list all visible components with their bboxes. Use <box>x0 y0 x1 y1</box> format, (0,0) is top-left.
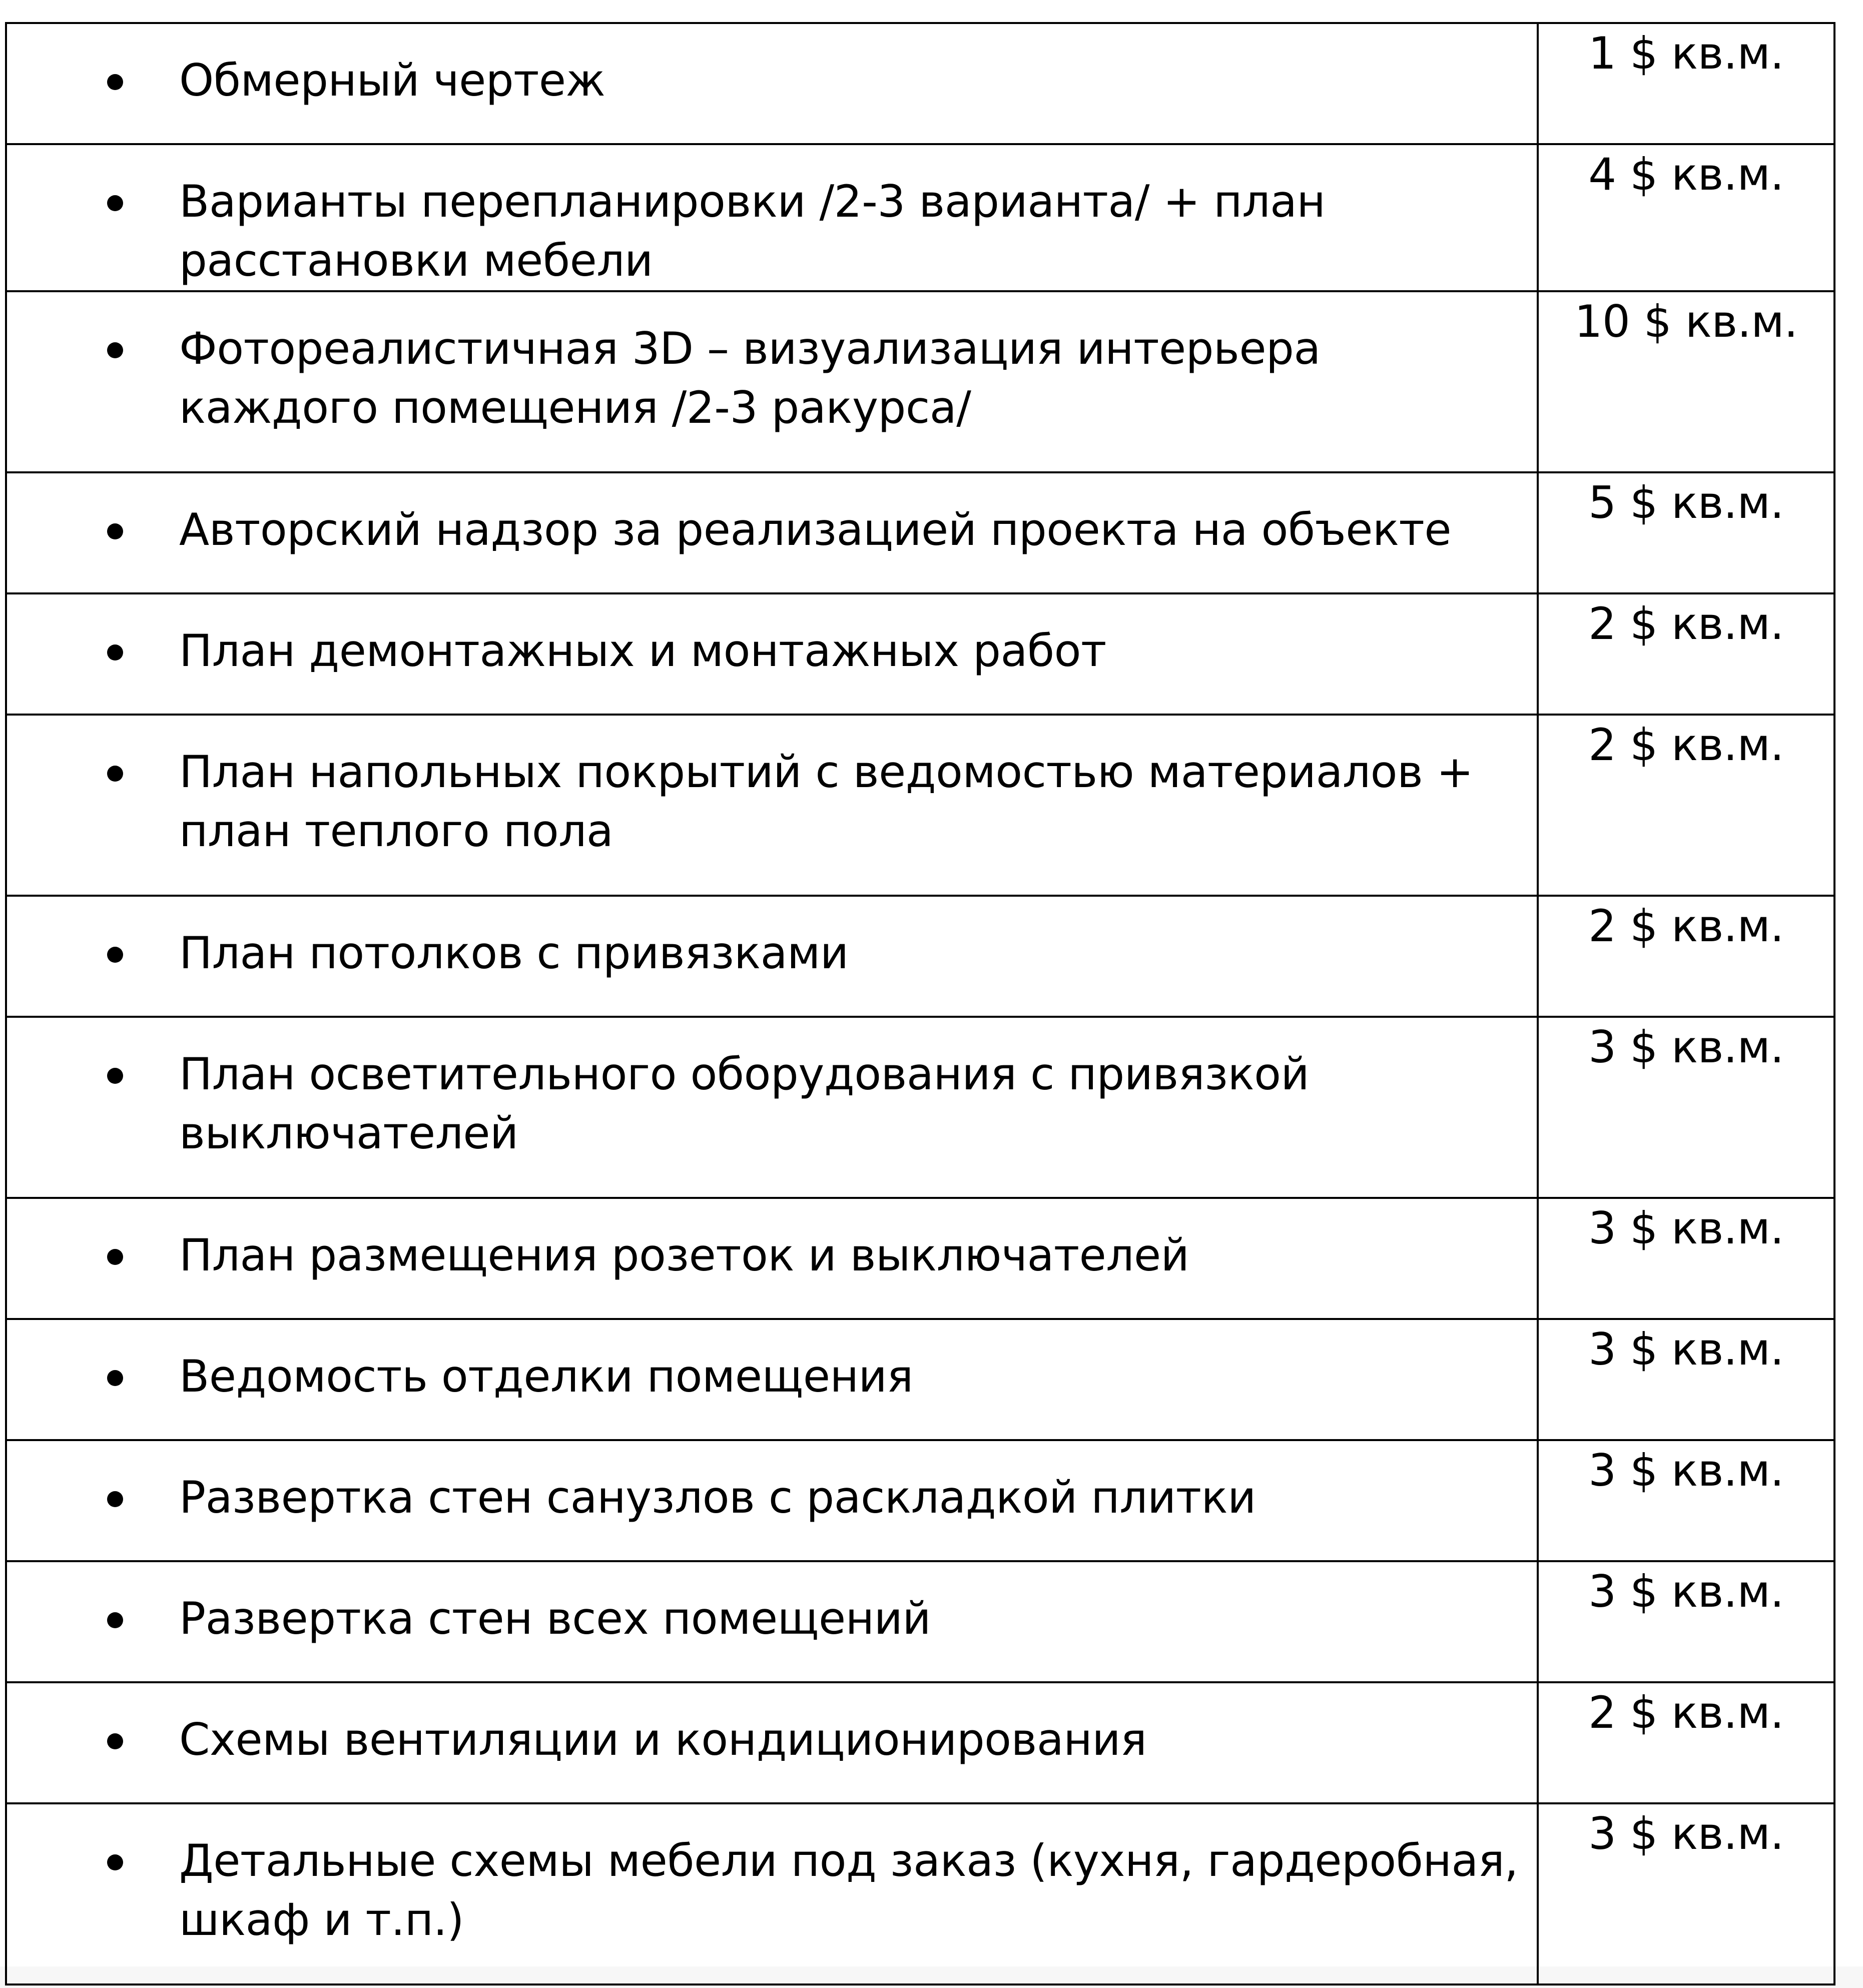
service-cell <box>6 1198 1538 1319</box>
service-name: План напольных покрытий с ведомостью материалов + план теплого пола <box>179 746 1474 857</box>
bullet-icon <box>107 766 123 782</box>
service-cell <box>6 1561 1538 1682</box>
table-row <box>6 1017 1834 1198</box>
service-name: Фотореалистичная 3D – визуализация интерьера каждого помещения /2-3 ракурса/ <box>179 323 1321 433</box>
service-name: План потолков с привязками <box>179 927 849 979</box>
table-row <box>6 472 1834 593</box>
service-cell <box>6 144 1538 291</box>
table-row <box>6 896 1834 1017</box>
price-cell: 3 $ кв.м. <box>1538 1017 1834 1198</box>
service-cell <box>6 896 1538 1017</box>
table-row <box>6 1198 1834 1319</box>
bullet-icon <box>107 1370 123 1386</box>
price-cell: 2 $ кв.м. <box>1538 715 1834 896</box>
price-cell: 5 $ кв.м. <box>1538 472 1834 593</box>
service-cell <box>6 1803 1538 1984</box>
price-cell: 3 $ кв.м. <box>1538 1319 1834 1440</box>
service-name: Обмерный чертеж <box>179 55 605 106</box>
service-name: Авторский надзор за реализацией проекта на объекте <box>179 504 1451 555</box>
table-row <box>6 715 1834 896</box>
price-cell: 3 $ кв.м. <box>1538 1440 1834 1561</box>
price-cell: 2 $ кв.м. <box>1538 896 1834 1017</box>
table-row <box>6 1803 1834 1984</box>
bullet-icon <box>107 342 123 358</box>
service-cell <box>6 593 1538 715</box>
service-cell <box>6 291 1538 472</box>
price-cell: 1 $ кв.м. <box>1538 23 1834 144</box>
price-cell: 3 $ кв.м. <box>1538 1561 1834 1682</box>
price-table-body <box>6 23 1834 1984</box>
table-row <box>6 1319 1834 1440</box>
price-cell: 3 $ кв.м. <box>1538 1198 1834 1319</box>
price-cell: 3 $ кв.м. <box>1538 1803 1834 1984</box>
bullet-icon <box>107 1068 123 1084</box>
service-name: План демонтажных и монтажных работ <box>179 625 1106 677</box>
service-name: Развертка стен санузлов с раскладкой плитки <box>179 1472 1256 1523</box>
service-name: План размещения розеток и выключателей <box>179 1229 1189 1281</box>
service-name: Схемы вентиляции и кондиционирования <box>179 1714 1147 1765</box>
service-name: Развертка стен всех помещений <box>179 1593 931 1644</box>
service-name: План осветительного оборудования с привязкой выключателей <box>179 1048 1310 1159</box>
service-name: Варианты перепланировки /2-3 варианта/ + план расстановки мебели <box>179 176 1326 286</box>
price-cell: 2 $ кв.м. <box>1538 1682 1834 1803</box>
table-row <box>6 291 1834 472</box>
service-name: Детальные схемы мебели под заказ (кухня, гардеробная, шкаф и т.п.) <box>179 1835 1518 1945</box>
service-cell <box>6 1319 1538 1440</box>
service-cell <box>6 1682 1538 1803</box>
bullet-icon <box>107 1491 123 1507</box>
price-cell: 10 $ кв.м. <box>1538 291 1834 472</box>
bullet-icon <box>107 1733 123 1749</box>
table-row <box>6 1682 1834 1803</box>
price-table <box>5 22 1835 1985</box>
service-cell <box>6 1440 1538 1561</box>
price-cell: 2 $ кв.м. <box>1538 593 1834 715</box>
bullet-icon <box>107 195 123 211</box>
service-cell <box>6 23 1538 144</box>
service-cell <box>6 1017 1538 1198</box>
table-row <box>6 144 1834 291</box>
service-name: Ведомость отделки помещения <box>179 1351 913 1402</box>
service-cell <box>6 472 1538 593</box>
bullet-icon <box>107 74 123 90</box>
table-row <box>6 23 1834 144</box>
bullet-icon <box>107 1612 123 1628</box>
bullet-icon <box>107 644 123 660</box>
bullet-icon <box>107 1249 123 1265</box>
table-row <box>6 1561 1834 1682</box>
table-row <box>6 1440 1834 1561</box>
service-cell <box>6 715 1538 896</box>
bullet-icon <box>107 947 123 963</box>
bullet-icon <box>107 523 123 539</box>
price-cell: 4 $ кв.м. <box>1538 144 1834 291</box>
table-row <box>6 593 1834 715</box>
bullet-icon <box>107 1854 123 1870</box>
